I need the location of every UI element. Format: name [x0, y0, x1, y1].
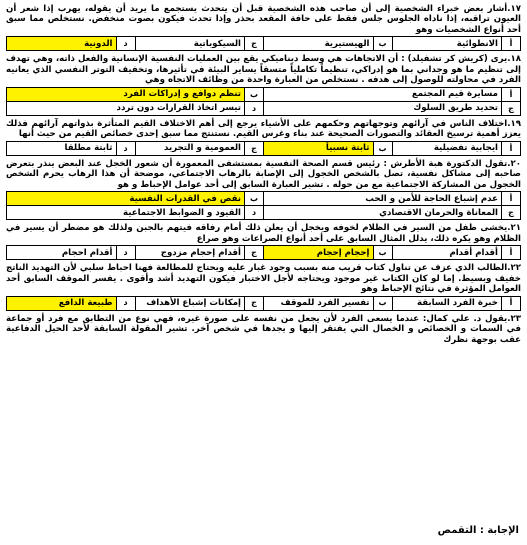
options-table: [6, 141, 521, 156]
option-text: السيكوباتية: [135, 37, 245, 51]
option-letter: د: [116, 141, 135, 155]
option-text-highlighted: تنظم دوافع و إدراكات الفرد: [7, 87, 245, 101]
question-text: ٢٢.الطالب الذي عزف عن تناول كتاب قريب منه بسبب وجود غبار عليه ويحتاج للمطالعة فهنا احباط سلبي لأن التهديد الناتج خفيف وبسيط. إما لو كان الكتاب غير موجود ويحتاجه لأجل الاختبار فيكون التهديد أشد وأقوى . يفسر الموقف السابق أحد العوامل المؤثرة في نتائج الإحباط وهو: [6, 263, 521, 295]
options-table: [6, 245, 521, 260]
question-text: ٢١.يخشى طفل من السير في الظلام لخوفه ويخجل أن يعلن ذلك أمام رفاقه فيتهم بالجبن ولذلك هو مضطر أن يسير في الظلام وهو يكره ذلك، يدلل المثال السابق على أحد أنواع الصراعات وهو صراع: [6, 223, 521, 244]
question-block: [6, 223, 521, 260]
option-text: أقدام أقدام: [392, 246, 502, 260]
option-letter: ب: [245, 87, 264, 101]
option-letter: د: [116, 37, 135, 51]
option-letter: أ: [502, 87, 521, 101]
option-letter: ج: [245, 37, 264, 51]
options-table: [6, 191, 521, 220]
option-text-highlighted: نقص في القدرات النفسية: [7, 192, 245, 206]
question-text: ١٨.يرى (كريش كر تشفيلد) : أن الاتجاهات هي وسط ديناميكي يقع بين العمليات النفسية الإنسانية والفعل ذاته، وهي تهدف إلى تنظيم ما هو وجداني بما هو إدراكي، تنظيماً تكاملياً متسقاً يساير البيئة في تأثيرها، وتخفيف التوتر النفسي الذي يعانيه الفرد في محاولته للوصول إلى هدفه . نستخلص من العبارة واحدة من وظائف الاتجاه وهي: [6, 54, 521, 86]
option-letter: ب: [373, 246, 392, 260]
option-text-highlighted: ثابتة نسبياً: [264, 141, 374, 155]
option-text: أقدام إحجام مزدوج: [135, 246, 245, 260]
option-text: العمومية و التجريد: [135, 141, 245, 155]
question-block: [6, 314, 521, 345]
question-text: ١٩.اختلاف الناس في آرائهم وتوجهاتهم وحكمهم على الأشياء يرجع إلى أهم الاختلاف القيم المتأثرة بذواتهم آرائهم فذلك يعزز أهمية ترسيخ العقائد والتصورات الصحيحة عند بناء وغرس القيم. نستنتج مما سبق إحدى خصائص القيم من حيث أنها: [6, 118, 521, 140]
option-letter: ج: [245, 296, 264, 310]
question-text: ٢٣.يقول د. علي كمال: عندما يسعى الفرد لأن يجعل من نفسه على صورة غيره، فهي نوع من التطابق مع فرد أو جماعة في السمات و الخصائص و الخصال التي يفتقر إليها و يجدها في شخص آخر. تشير المقولة السابقة لأحد الحيل الدفاعية عقب بوجهة نظرك: [6, 313, 521, 345]
question-block: [6, 4, 521, 51]
option-letter: ج: [245, 141, 264, 155]
question-block: [6, 159, 521, 220]
answer-text: الإجابة : التقمص: [437, 524, 519, 536]
question-text: ١٧.أشار بعض خبراء الشخصية إلى أن صاحب هذه الشخصية قبل أن يتحدث يستجمع ما يريد أن يقوله، يهرب إذا شعر أن العيون تراقبه، إذا ناداه الجلوس جلس فقط على حافة المقعد بحذر وإذا تحدث فيكون بصوت منخفض. نستخلص مما سبق أحد أنواع الشخصيات وهو: [6, 4, 521, 35]
option-text: خبرة الفرد السابقة: [392, 296, 502, 310]
option-text: ثابتة مطلقا: [7, 141, 117, 155]
option-letter: ج: [245, 246, 264, 260]
option-text: إمكانات إشباع الأهداف: [135, 296, 245, 310]
option-letter: أ: [502, 192, 521, 206]
option-text: ايجابية تفضيلية: [392, 141, 502, 155]
option-letter: ب: [373, 37, 392, 51]
option-letter: د: [116, 296, 135, 310]
option-text: مسايرة قيم المجتمع: [264, 87, 502, 101]
option-text-highlighted: الدونية: [7, 37, 117, 51]
option-text: أقدام احجام: [7, 246, 117, 260]
option-text: القيود و الضوابط الاجتماعية: [7, 206, 245, 220]
option-text: الانطوائية: [392, 37, 502, 51]
option-letter: أ: [502, 141, 521, 155]
option-letter: أ: [502, 246, 521, 260]
option-text: الهيستيرية: [264, 37, 374, 51]
option-letter: ب: [373, 296, 392, 310]
question-block: [6, 54, 521, 115]
option-letter: د: [116, 246, 135, 260]
options-table: [6, 36, 521, 51]
option-letter: د: [245, 206, 264, 220]
option-text: تحديد طريق السلوك: [264, 101, 502, 115]
question-text: ٢٠.تقول الدكتورة هبة الأطرش : رئيس قسم الصحة النفسية بمستشفى المعمورة أن شعور الخجل عند البعض ينذر بتعرض صاحبه إلى مشاكل نفسية، تصل بالشخص الخجول إلى الإصابة بالرهاب الاجتماعي، موضحة أن هذا الرهاب يحرم الشخص الخجول من المشاركة الاجتماعية مع من حوله . تشير العبارة السابق إلى أحد عوامل الإحباط و هو: [6, 158, 521, 190]
option-text: المعاناة والحرمان الاقتصادي: [264, 206, 502, 220]
option-text-highlighted: طبيعة الدافع: [7, 296, 117, 310]
option-letter: أ: [502, 296, 521, 310]
option-text-highlighted: إحجام إحجام: [264, 246, 374, 260]
option-letter: أ: [502, 37, 521, 51]
question-block: [6, 263, 521, 310]
option-letter: ب: [245, 192, 264, 206]
option-text: تفسير الفرد للموقف: [264, 296, 374, 310]
option-letter: د: [245, 101, 264, 115]
option-text: عدم إشباع الحاجة للأمن و الحب: [264, 192, 502, 206]
option-letter: ج: [502, 101, 521, 115]
options-table: [6, 296, 521, 311]
option-text: تيسر اتخاذ القرارات دون تردد: [7, 101, 245, 115]
option-letter: ج: [502, 206, 521, 220]
question-block: [6, 119, 521, 156]
options-table: [6, 87, 521, 116]
option-letter: ب: [373, 141, 392, 155]
